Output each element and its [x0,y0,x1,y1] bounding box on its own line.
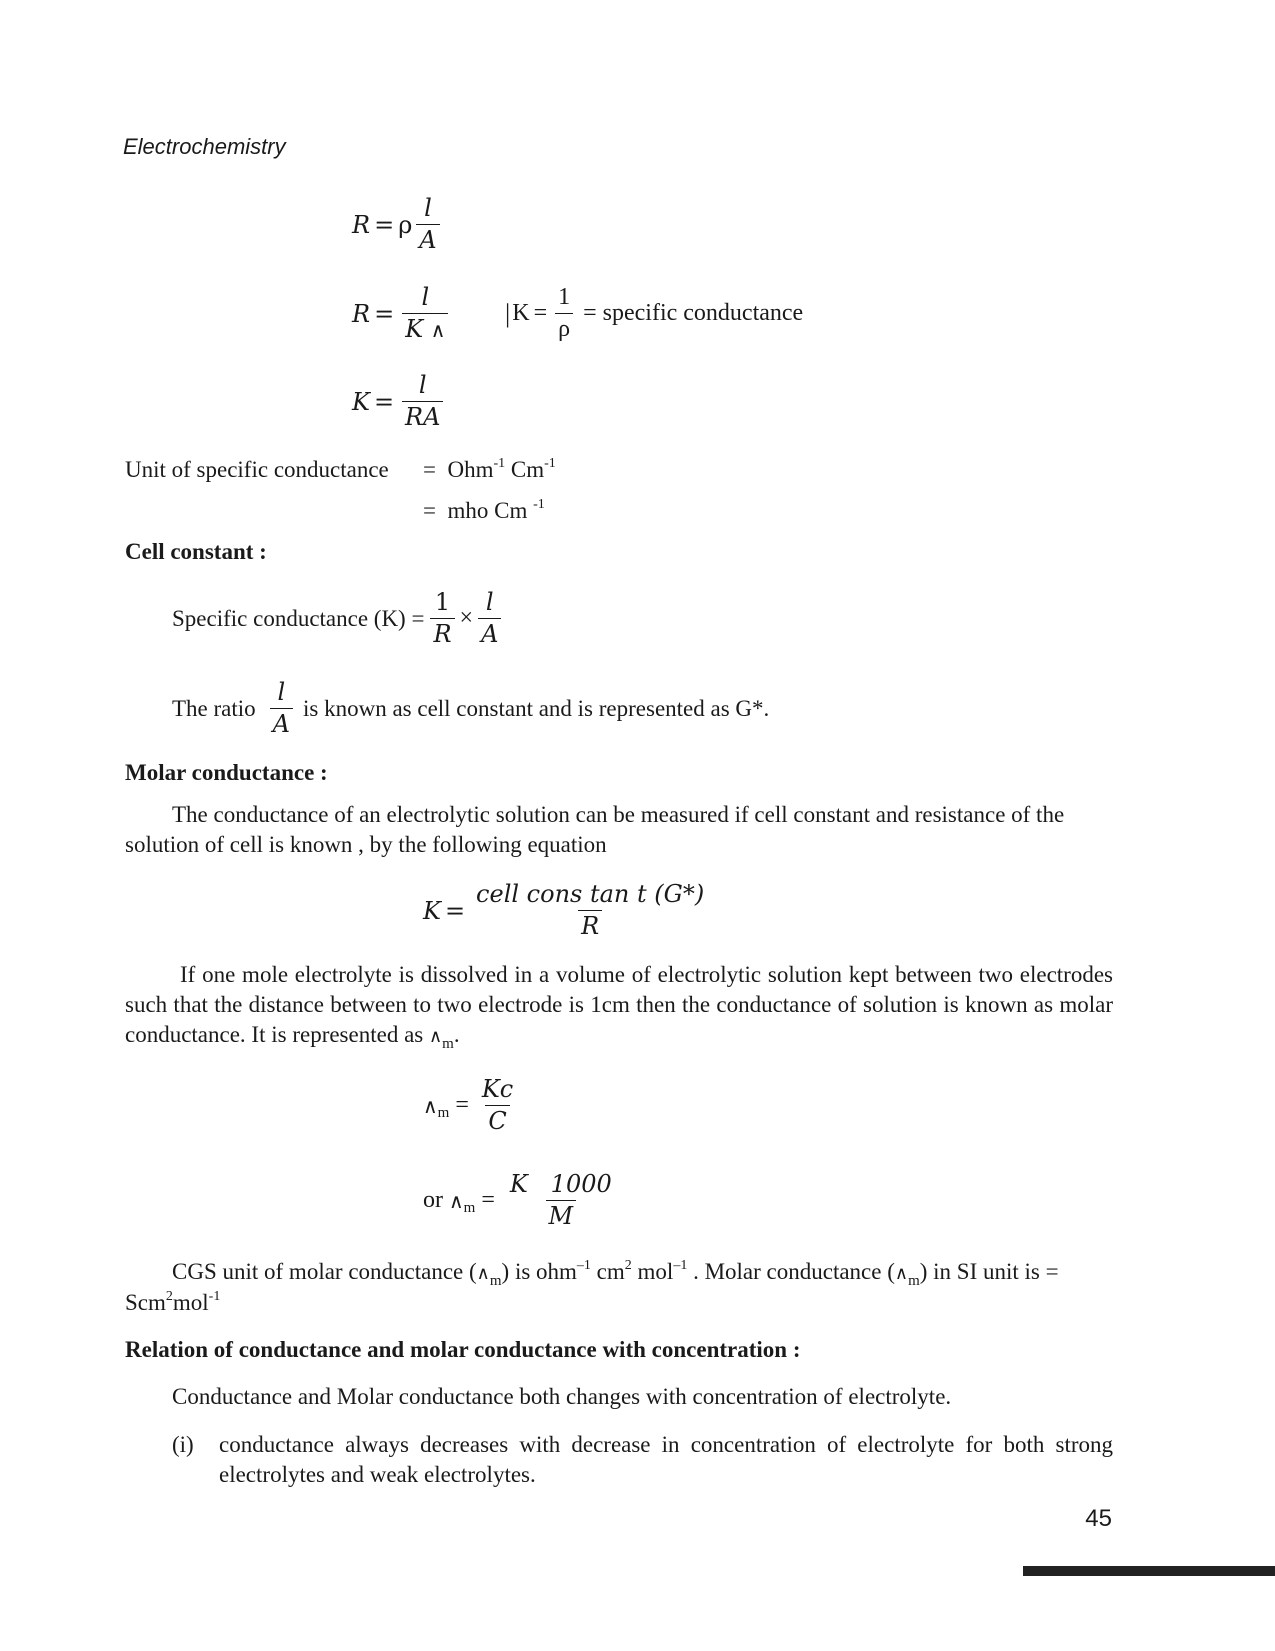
lm1-subscript: m [437,1105,450,1122]
eq3-numerator: l [418,371,427,399]
cc-f2-numerator: l [485,588,494,616]
running-header: Electrochemistry [123,134,286,159]
cc-f2-denominator: A [478,618,501,647]
eq3-fraction [402,373,443,430]
k-numerator: cell cons tan t (G*) [476,880,705,908]
equation-cell-constant-product [172,590,505,647]
si-unit-scm: Scm [125,1290,166,1315]
cgs-text-3: cm [590,1259,625,1284]
lm2-subscript: m [463,1200,476,1217]
cc-fraction-1 [430,590,454,647]
lm2-fraction [507,1172,615,1229]
eq1-numerator: l [424,194,432,222]
molar-paragraph-1: The conductance of an electrolytic solution can be measured if cell constant and resistance of the solution of cell is known , by the following equation [125,802,1065,857]
times-sign: × [459,605,474,632]
footer-rule [1023,1566,1275,1576]
list-item-marker-i: (i) [172,1432,194,1457]
eq2-side-bar: | [505,298,511,328]
cgs-unit-line-2 [125,1288,220,1322]
equation-specific-conductance-definition [505,285,803,342]
section-heading-relation: Relation of conductance and molar conductance with concentration : [125,1337,801,1362]
cgs-text-2: ) is ohm [501,1259,577,1284]
lm2-equals: = [481,1187,495,1214]
spec-conductance-label: Specific conductance (K) = [172,605,425,631]
lambda-subscript: m [442,1036,454,1052]
list-item-i-text: conductance always decreases with decrease in concentration of electrolyte for both strong electrolytes and weak electrolytes. [219,1432,1113,1487]
section-heading-molar-conductance: Molar conductance : [125,760,328,785]
cgs-text-5: . Molar conductance ( [687,1259,895,1284]
lm1-equals: = [455,1092,469,1119]
equation-resistance-resistivity [352,196,444,253]
equation-k-cell-constant [423,882,711,939]
unit-ohm: Ohm [447,457,494,482]
lm1-denominator: C [485,1105,509,1134]
eq1-denominator: A [416,224,439,253]
si-unit-cm-exponent: 2 [165,1289,173,1304]
cc-f1-numerator: 1 [434,588,451,616]
k-lhs: K [423,896,441,925]
eq2-equals: = [374,299,395,328]
eq1-lhs: R [352,210,371,239]
molar-paragraph-2-text: If one mole electrolyte is dissolved in a volume of electrolytic solution kept between two electrodes such that the distance between to two electrode is 1cm then the conductance of solution is known as molar conductance. It is represented as [125,962,1113,1047]
eq3-denominator: RA [402,401,443,430]
eq1-fraction [416,196,439,253]
unit-line-2-equals: = [423,498,436,523]
lm2-symbol: ∧ [449,1188,464,1213]
lambda-symbol: ∧ [428,1026,443,1047]
cgs-ohm-exponent: –1 [576,1258,591,1273]
eq2-side-equals: = [533,300,548,327]
k-denominator: R [578,910,602,939]
cgs-lambda-1-sub: m [489,1273,502,1289]
cgs-text-6: ) in SI unit is = [919,1259,1059,1284]
lm2-or: or [423,1187,443,1214]
eq2-fraction [402,285,448,342]
ratio-denominator: A [270,708,293,737]
equation-resistance-conductance [352,285,452,342]
eq2-side-k: K [512,300,530,327]
section-heading-cell-constant: Cell constant : [125,539,267,564]
molar-paragraph-2-period: . [453,1022,460,1047]
cgs-cm-exponent: 2 [624,1258,632,1273]
lm1-symbol: ∧ [423,1093,438,1118]
k-fraction [473,882,707,939]
molar-paragraph-2 [125,960,1113,1053]
unit-line-1 [423,455,556,489]
eq1-rho: ρ [398,210,413,239]
eq3-equals: = [373,387,395,416]
equation-specific-conductance [352,373,447,430]
lm1-numerator: Kc [481,1075,514,1103]
k-equals: = [444,896,466,925]
ratio-pre-text: The ratio [172,695,256,721]
eq2-numerator: l [421,283,430,311]
eq2-side-fraction [555,285,573,342]
page-number: 45 [1085,1505,1112,1532]
si-unit-mol-exponent: -1 [208,1289,221,1304]
si-unit-mol: mol [172,1290,209,1315]
cgs-text-1: CGS unit of molar conductance ( [172,1259,477,1284]
unit-ohm-exponent: -1 [493,456,506,471]
cgs-unit-line-1 [172,1257,1059,1291]
cgs-lambda-2: ∧ [894,1263,909,1284]
ratio-numerator: l [277,678,286,706]
ratio-fraction [270,680,293,737]
cc-f1-denominator: R [430,618,454,647]
equation-molar-conductance-2 [423,1172,619,1229]
eq2-side-numerator: 1 [558,284,571,310]
lm2-numerator: K 1000 [509,1170,612,1198]
cc-fraction-2 [478,590,501,647]
eq2-den-k: K [405,315,424,344]
unit-line-2 [423,496,545,530]
unit-cm-exponent: -1 [544,456,556,471]
cgs-text-4: mol [631,1259,674,1284]
ratio-post-text: is known as cell constant and is represented as G*. [303,695,770,721]
unit-line-1-equals: = [423,457,436,482]
unit-label: Unit of specific conductance [125,457,389,482]
eq1-equals: = [374,210,395,239]
unit-mho-cm: mho Cm [447,498,528,523]
lm1-fraction [479,1077,516,1134]
eq2-denominator [402,313,448,342]
eq3-lhs: K [352,387,370,416]
unit-cm: Cm [505,457,545,482]
eq2-side-denominator: ρ [555,313,573,342]
eq2-side-text: = specific conductance [583,300,804,327]
relation-intro: Conductance and Molar conductance both changes with concentration of electrolyte. [172,1384,952,1409]
cgs-lambda-2-sub: m [908,1273,920,1289]
unit-mho-exponent: -1 [533,497,545,512]
lm2-denominator: M [546,1200,577,1229]
equation-molar-conductance-1 [423,1077,520,1134]
eq2-lhs: R [352,299,371,328]
ratio-sentence [172,680,769,737]
cgs-mol-exponent: –1 [673,1258,688,1273]
eq2-den-wedge: ∧ [430,318,446,343]
cgs-lambda-1: ∧ [476,1263,490,1284]
